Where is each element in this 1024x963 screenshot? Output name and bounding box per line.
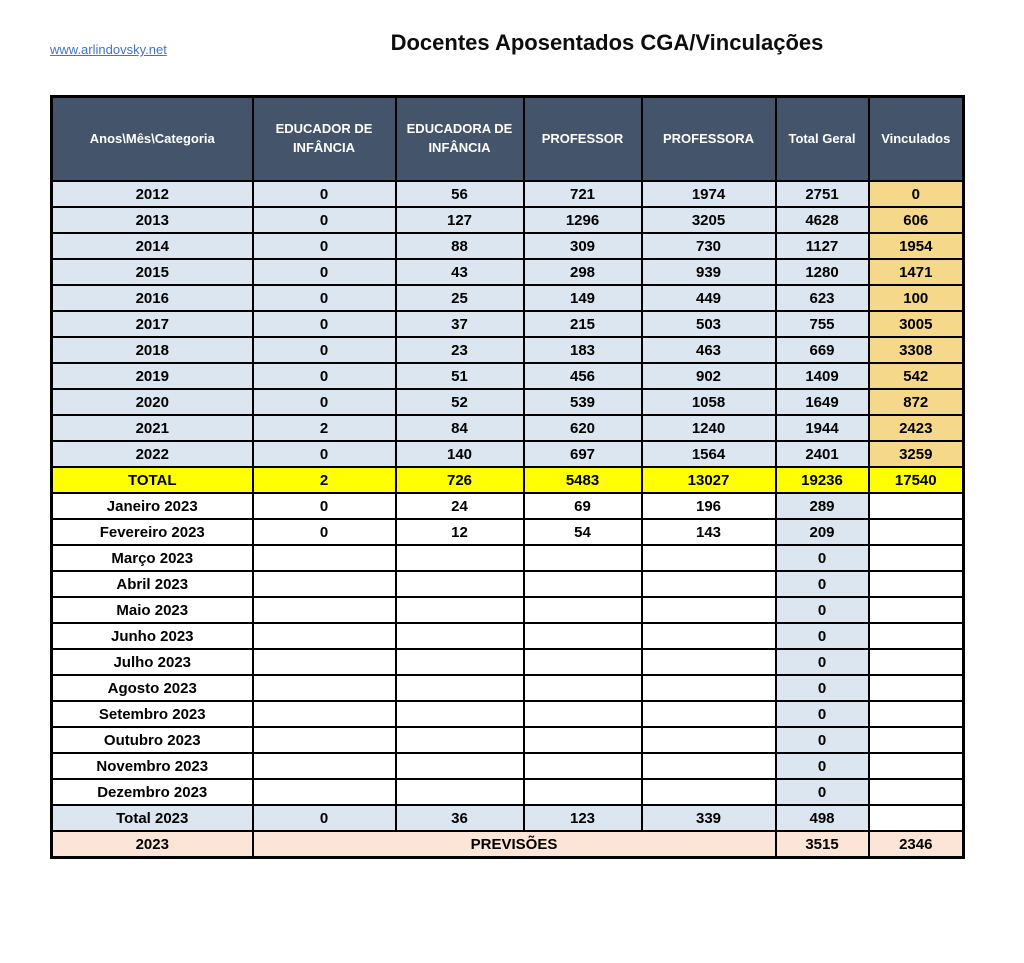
professora-cell: 1240 bbox=[642, 415, 776, 441]
row-label: 2014 bbox=[52, 233, 253, 259]
educador-cell: 0 bbox=[253, 233, 396, 259]
professora-cell bbox=[642, 545, 776, 571]
header-vinculados: Vinculados bbox=[869, 97, 964, 182]
table-row-2013 bbox=[52, 207, 964, 233]
total-geral-cell: 0 bbox=[776, 701, 869, 727]
row-label: TOTAL bbox=[52, 467, 253, 493]
professora-cell: 939 bbox=[642, 259, 776, 285]
total-geral-cell: 3515 bbox=[776, 831, 869, 858]
educadora-cell: 23 bbox=[396, 337, 524, 363]
professor-cell: 721 bbox=[524, 181, 642, 207]
table-row-total bbox=[52, 467, 964, 493]
professor-cell: 309 bbox=[524, 233, 642, 259]
total-geral-cell: 2401 bbox=[776, 441, 869, 467]
professora-cell: 339 bbox=[642, 805, 776, 831]
vinculados-cell: 2423 bbox=[869, 415, 964, 441]
total-geral-cell: 1127 bbox=[776, 233, 869, 259]
professor-cell: 456 bbox=[524, 363, 642, 389]
table-row-março-2023 bbox=[52, 545, 964, 571]
total-geral-cell: 1280 bbox=[776, 259, 869, 285]
professor-cell bbox=[524, 675, 642, 701]
total-geral-cell: 0 bbox=[776, 753, 869, 779]
table-row-agosto-2023 bbox=[52, 675, 964, 701]
total-geral-cell: 0 bbox=[776, 597, 869, 623]
educadora-cell bbox=[396, 623, 524, 649]
header-row bbox=[52, 97, 964, 182]
educadora-cell: 37 bbox=[396, 311, 524, 337]
table-row-2022 bbox=[52, 441, 964, 467]
docentes-table bbox=[50, 95, 965, 859]
educadora-cell: 12 bbox=[396, 519, 524, 545]
educadora-cell bbox=[396, 753, 524, 779]
professora-cell bbox=[642, 597, 776, 623]
educador-cell bbox=[253, 701, 396, 727]
table-row-maio-2023 bbox=[52, 597, 964, 623]
row-label: Setembro 2023 bbox=[52, 701, 253, 727]
educador-cell bbox=[253, 727, 396, 753]
total-geral-cell: 4628 bbox=[776, 207, 869, 233]
educador-cell: 0 bbox=[253, 363, 396, 389]
educadora-cell bbox=[396, 675, 524, 701]
professor-cell bbox=[524, 701, 642, 727]
table-row-2021 bbox=[52, 415, 964, 441]
educadora-cell: 84 bbox=[396, 415, 524, 441]
table-row-2017 bbox=[52, 311, 964, 337]
table-row-2012 bbox=[52, 181, 964, 207]
educadora-cell bbox=[396, 545, 524, 571]
vinculados-cell: 100 bbox=[869, 285, 964, 311]
professor-cell: 620 bbox=[524, 415, 642, 441]
table-row-outubro-2023 bbox=[52, 727, 964, 753]
professora-cell: 3205 bbox=[642, 207, 776, 233]
row-label: Total 2023 bbox=[52, 805, 253, 831]
professor-cell: 215 bbox=[524, 311, 642, 337]
table-row-2015 bbox=[52, 259, 964, 285]
table-row-novembro-2023 bbox=[52, 753, 964, 779]
total-geral-cell: 0 bbox=[776, 727, 869, 753]
educador-cell: 0 bbox=[253, 259, 396, 285]
professor-cell bbox=[524, 649, 642, 675]
educadora-cell: 140 bbox=[396, 441, 524, 467]
vinculados-cell bbox=[869, 519, 964, 545]
vinculados-cell bbox=[869, 545, 964, 571]
table-row-2016 bbox=[52, 285, 964, 311]
educadora-cell: 43 bbox=[396, 259, 524, 285]
website-link[interactable]: www.arlindovsky.net bbox=[50, 42, 167, 57]
professor-cell bbox=[524, 571, 642, 597]
table-row-abril-2023 bbox=[52, 571, 964, 597]
total-geral-cell: 1409 bbox=[776, 363, 869, 389]
educadora-cell: 726 bbox=[396, 467, 524, 493]
professor-cell: 1296 bbox=[524, 207, 642, 233]
row-label: 2018 bbox=[52, 337, 253, 363]
row-label: 2015 bbox=[52, 259, 253, 285]
educador-cell: 0 bbox=[253, 207, 396, 233]
vinculados-cell: 3308 bbox=[869, 337, 964, 363]
header-educador-de-infancia: EDUCADOR DE INFÂNCIA bbox=[253, 97, 396, 182]
vinculados-cell bbox=[869, 727, 964, 753]
educador-cell: 2 bbox=[253, 415, 396, 441]
professora-cell bbox=[642, 649, 776, 675]
professora-cell: 503 bbox=[642, 311, 776, 337]
row-label: Março 2023 bbox=[52, 545, 253, 571]
page-title: Docentes Aposentados CGA/Vinculações bbox=[390, 30, 824, 55]
row-label: Julho 2023 bbox=[52, 649, 253, 675]
professor-cell bbox=[524, 779, 642, 805]
row-label: 2012 bbox=[52, 181, 253, 207]
vinculados-cell: 0 bbox=[869, 181, 964, 207]
professora-cell: 1564 bbox=[642, 441, 776, 467]
total-geral-cell: 2751 bbox=[776, 181, 869, 207]
row-label: 2020 bbox=[52, 389, 253, 415]
total-geral-cell: 209 bbox=[776, 519, 869, 545]
educador-cell bbox=[253, 753, 396, 779]
table-row-2020 bbox=[52, 389, 964, 415]
educador-cell: 0 bbox=[253, 311, 396, 337]
vinculados-cell bbox=[869, 675, 964, 701]
professor-cell: 5483 bbox=[524, 467, 642, 493]
professor-cell: 298 bbox=[524, 259, 642, 285]
table-row-2018 bbox=[52, 337, 964, 363]
header-educadora-de-infancia: EDUCADORA DE INFÂNCIA bbox=[396, 97, 524, 182]
professora-cell: 463 bbox=[642, 337, 776, 363]
professora-cell: 449 bbox=[642, 285, 776, 311]
vinculados-cell bbox=[869, 779, 964, 805]
professora-cell bbox=[642, 779, 776, 805]
educador-cell bbox=[253, 545, 396, 571]
educador-cell bbox=[253, 571, 396, 597]
row-label: Fevereiro 2023 bbox=[52, 519, 253, 545]
educadora-cell bbox=[396, 571, 524, 597]
total-geral-cell: 0 bbox=[776, 545, 869, 571]
table-row-janeiro-2023 bbox=[52, 493, 964, 519]
total-geral-cell: 669 bbox=[776, 337, 869, 363]
professora-cell bbox=[642, 701, 776, 727]
vinculados-cell: 17540 bbox=[869, 467, 964, 493]
table-row-2014 bbox=[52, 233, 964, 259]
vinculados-cell bbox=[869, 493, 964, 519]
row-label: Maio 2023 bbox=[52, 597, 253, 623]
header-anos-mes-categoria: Anos\Mês\Categoria bbox=[52, 97, 253, 182]
total-geral-cell: 498 bbox=[776, 805, 869, 831]
professora-cell: 1974 bbox=[642, 181, 776, 207]
educadora-cell bbox=[396, 649, 524, 675]
professor-cell bbox=[524, 623, 642, 649]
educadora-cell bbox=[396, 597, 524, 623]
professor-cell: 54 bbox=[524, 519, 642, 545]
educadora-cell: 51 bbox=[396, 363, 524, 389]
row-label: Abril 2023 bbox=[52, 571, 253, 597]
table-row-fevereiro-2023 bbox=[52, 519, 964, 545]
total-geral-cell: 0 bbox=[776, 675, 869, 701]
vinculados-cell bbox=[869, 571, 964, 597]
professora-cell: 730 bbox=[642, 233, 776, 259]
educadora-cell: 88 bbox=[396, 233, 524, 259]
total-geral-cell: 0 bbox=[776, 623, 869, 649]
professor-cell: 149 bbox=[524, 285, 642, 311]
educador-cell bbox=[253, 649, 396, 675]
vinculados-cell: 3005 bbox=[869, 311, 964, 337]
professor-cell bbox=[524, 597, 642, 623]
table-row-junho-2023 bbox=[52, 623, 964, 649]
professora-cell: 902 bbox=[642, 363, 776, 389]
vinculados-cell: 1954 bbox=[869, 233, 964, 259]
educador-cell: 0 bbox=[253, 805, 396, 831]
table-body bbox=[52, 181, 964, 858]
vinculados-cell bbox=[869, 753, 964, 779]
educadora-cell bbox=[396, 779, 524, 805]
educador-cell: 0 bbox=[253, 519, 396, 545]
total-geral-cell: 1944 bbox=[776, 415, 869, 441]
total-geral-cell: 289 bbox=[776, 493, 869, 519]
total-geral-cell: 0 bbox=[776, 571, 869, 597]
professora-cell bbox=[642, 571, 776, 597]
total-geral-cell: 0 bbox=[776, 779, 869, 805]
total-geral-cell: 1649 bbox=[776, 389, 869, 415]
row-label: 2023 bbox=[52, 831, 253, 858]
row-label: Outubro 2023 bbox=[52, 727, 253, 753]
vinculados-cell: 3259 bbox=[869, 441, 964, 467]
educadora-cell: 56 bbox=[396, 181, 524, 207]
educadora-cell bbox=[396, 701, 524, 727]
professora-cell bbox=[642, 623, 776, 649]
row-label: Janeiro 2023 bbox=[52, 493, 253, 519]
vinculados-cell: 606 bbox=[869, 207, 964, 233]
vinculados-cell: 1471 bbox=[869, 259, 964, 285]
educador-cell: 0 bbox=[253, 337, 396, 363]
header-professor: PROFESSOR bbox=[524, 97, 642, 182]
professora-cell bbox=[642, 675, 776, 701]
educador-cell: 0 bbox=[253, 181, 396, 207]
row-label: 2013 bbox=[52, 207, 253, 233]
row-label: 2019 bbox=[52, 363, 253, 389]
professora-cell bbox=[642, 753, 776, 779]
row-label: Dezembro 2023 bbox=[52, 779, 253, 805]
header-professora: PROFESSORA bbox=[642, 97, 776, 182]
professor-cell: 539 bbox=[524, 389, 642, 415]
vinculados-cell bbox=[869, 623, 964, 649]
professor-cell: 183 bbox=[524, 337, 642, 363]
professor-cell: 69 bbox=[524, 493, 642, 519]
vinculados-cell bbox=[869, 649, 964, 675]
total-geral-cell: 755 bbox=[776, 311, 869, 337]
table-row-dezembro-2023 bbox=[52, 779, 964, 805]
table-row-2019 bbox=[52, 363, 964, 389]
educador-cell: 0 bbox=[253, 493, 396, 519]
row-label: Novembro 2023 bbox=[52, 753, 253, 779]
table-header bbox=[52, 97, 964, 182]
educador-cell bbox=[253, 779, 396, 805]
table-row-total-2023 bbox=[52, 805, 964, 831]
row-label: 2017 bbox=[52, 311, 253, 337]
educador-cell bbox=[253, 597, 396, 623]
educador-cell: 2 bbox=[253, 467, 396, 493]
professor-cell bbox=[524, 753, 642, 779]
educadora-cell: 127 bbox=[396, 207, 524, 233]
professora-cell: 13027 bbox=[642, 467, 776, 493]
professora-cell: 196 bbox=[642, 493, 776, 519]
vinculados-cell bbox=[869, 701, 964, 727]
professor-cell: 123 bbox=[524, 805, 642, 831]
row-label: 2022 bbox=[52, 441, 253, 467]
vinculados-cell: 2346 bbox=[869, 831, 964, 858]
educador-cell: 0 bbox=[253, 285, 396, 311]
table-row-2023 bbox=[52, 831, 964, 858]
row-label: 2016 bbox=[52, 285, 253, 311]
vinculados-cell bbox=[869, 597, 964, 623]
table-row-setembro-2023 bbox=[52, 701, 964, 727]
table-row-julho-2023 bbox=[52, 649, 964, 675]
row-label: Agosto 2023 bbox=[52, 675, 253, 701]
professor-cell bbox=[524, 727, 642, 753]
total-geral-cell: 0 bbox=[776, 649, 869, 675]
row-label: 2021 bbox=[52, 415, 253, 441]
educadora-cell: 24 bbox=[396, 493, 524, 519]
previsoes-span-cell: PREVISÕES bbox=[253, 831, 776, 858]
educador-cell: 0 bbox=[253, 441, 396, 467]
row-label: Junho 2023 bbox=[52, 623, 253, 649]
vinculados-cell: 542 bbox=[869, 363, 964, 389]
educadora-cell: 52 bbox=[396, 389, 524, 415]
vinculados-cell bbox=[869, 805, 964, 831]
professor-cell: 697 bbox=[524, 441, 642, 467]
total-geral-cell: 19236 bbox=[776, 467, 869, 493]
educador-cell: 0 bbox=[253, 389, 396, 415]
professor-cell bbox=[524, 545, 642, 571]
educadora-cell: 36 bbox=[396, 805, 524, 831]
educadora-cell: 25 bbox=[396, 285, 524, 311]
educador-cell bbox=[253, 675, 396, 701]
educador-cell bbox=[253, 623, 396, 649]
professora-cell: 143 bbox=[642, 519, 776, 545]
professora-cell: 1058 bbox=[642, 389, 776, 415]
professora-cell bbox=[642, 727, 776, 753]
total-geral-cell: 623 bbox=[776, 285, 869, 311]
vinculados-cell: 872 bbox=[869, 389, 964, 415]
educadora-cell bbox=[396, 727, 524, 753]
header-total-geral: Total Geral bbox=[776, 97, 869, 182]
